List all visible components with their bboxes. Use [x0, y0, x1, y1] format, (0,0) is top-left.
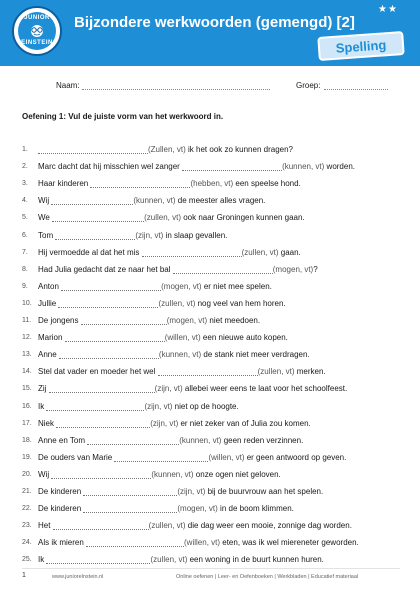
exercise-item	[0, 497, 420, 514]
sentence-after: een nieuwe auto kopen.	[200, 333, 288, 343]
item-sentence	[38, 453, 346, 462]
item-number: 10.	[22, 299, 32, 307]
verb-hint: (kunnen, vt)	[151, 469, 194, 479]
answer-blank[interactable]	[61, 282, 161, 291]
item-sentence	[38, 504, 294, 513]
sentence-before: Anne	[38, 350, 59, 360]
exercise-item	[0, 292, 420, 309]
answer-blank[interactable]	[182, 162, 282, 171]
difficulty-star-icon: ★★	[378, 4, 398, 15]
exercise-title: Oefening 1: Vul de juiste vorm van het werkwoord in.	[22, 112, 224, 121]
sentence-before: Tom	[38, 230, 56, 240]
sentence-after: de stank niet meer verdragen.	[201, 350, 310, 360]
sentence-after: die dag weer een mooie, zonnige dag worden.	[185, 521, 352, 531]
verb-hint: (willen, vt)	[164, 333, 201, 343]
exercise-item	[0, 155, 420, 172]
item-sentence	[38, 213, 305, 222]
exercise-item	[0, 394, 420, 411]
sentence-before: De kinderen	[38, 504, 84, 514]
exercise-item	[0, 548, 420, 565]
item-number: 20.	[22, 470, 32, 478]
item-number: 22.	[22, 505, 32, 513]
item-number: 3.	[22, 180, 28, 188]
verb-hint: (zullen, vt)	[144, 213, 181, 223]
answer-blank[interactable]	[65, 333, 165, 342]
sentence-before: Wij	[38, 196, 52, 206]
answer-blank[interactable]	[87, 436, 179, 445]
logo-text-top: JUNIOR	[24, 15, 50, 21]
sentence-after: ?	[313, 264, 318, 274]
item-sentence	[38, 248, 301, 257]
sentence-after: bij de buurvrouw aan het spelen.	[205, 486, 324, 496]
exercise-item	[0, 377, 420, 394]
sentence-after: in slaap gevallen.	[163, 230, 228, 240]
sentence-after: geen reden verzinnen.	[221, 435, 304, 445]
answer-blank[interactable]	[49, 384, 155, 393]
item-number: 11.	[22, 317, 32, 325]
item-number: 4.	[22, 197, 28, 205]
sentence-after: er niet zeker van of Julia zou komen.	[178, 418, 311, 428]
item-sentence	[38, 145, 293, 154]
answer-blank[interactable]	[46, 555, 150, 564]
einstein-face-icon	[27, 24, 47, 38]
sentence-after: gaan.	[278, 247, 301, 257]
sentence-before: Jullie	[38, 298, 59, 308]
answer-blank[interactable]	[58, 299, 158, 308]
item-sentence	[38, 487, 323, 496]
verb-hint: (zijn, vt)	[154, 384, 183, 394]
exercise-item	[0, 275, 420, 292]
verb-hint: (kunnen, vt)	[179, 435, 222, 445]
item-number: 17.	[22, 419, 32, 427]
verb-hint: (Zullen, vt)	[148, 145, 186, 155]
exercise-list	[0, 138, 420, 565]
item-number: 9.	[22, 282, 28, 290]
exercise-item	[0, 309, 420, 326]
exercise-item	[0, 326, 420, 343]
answer-blank[interactable]	[46, 402, 144, 411]
answer-blank[interactable]	[142, 248, 242, 257]
item-number: 19.	[22, 453, 32, 461]
verb-hint: (zijn, vt)	[150, 418, 179, 428]
item-sentence	[38, 350, 310, 359]
answer-blank[interactable]	[52, 213, 144, 222]
sentence-after: nog veel van hem horen.	[195, 298, 286, 308]
answer-blank[interactable]	[90, 179, 190, 188]
answer-blank[interactable]	[86, 538, 184, 547]
item-number: 7.	[22, 248, 28, 256]
sentence-before: Het	[38, 521, 53, 531]
verb-hint: (mogen, vt)	[161, 281, 202, 291]
header-banner	[0, 0, 420, 66]
answer-blank[interactable]	[114, 453, 208, 462]
sentence-after: eten, was ik wel miereneter geworden.	[220, 538, 359, 548]
verb-hint: (willen, vt)	[208, 452, 245, 462]
verb-hint: (kunnen, vt)	[282, 162, 325, 172]
item-sentence	[38, 538, 359, 547]
item-number: 12.	[22, 334, 32, 342]
exercise-item	[0, 463, 420, 480]
logo-text-bottom: EINSTEIN	[21, 40, 53, 46]
item-sentence	[38, 419, 311, 428]
item-number: 16.	[22, 402, 32, 410]
exercise-item	[0, 480, 420, 497]
name-label: Naam:	[56, 81, 80, 90]
verb-hint: (kunnen, vt)	[158, 350, 202, 360]
exercise-item	[0, 412, 420, 429]
sentence-before: De ouders van Marie	[38, 452, 115, 462]
answer-blank[interactable]	[83, 504, 177, 513]
footer-divider	[22, 568, 400, 569]
verb-hint: (mogen, vt)	[177, 504, 218, 514]
verb-hint: (mogen, vt)	[166, 316, 208, 326]
item-number: 5.	[22, 214, 28, 222]
item-sentence	[38, 265, 318, 274]
sentence-before: We	[38, 213, 53, 223]
sentence-after: niet op de hoogte.	[172, 401, 239, 411]
verb-hint: (zijn, vt)	[177, 486, 206, 496]
answer-blank[interactable]	[38, 145, 148, 154]
item-number: 13.	[22, 351, 32, 359]
sentence-before: Ik	[38, 555, 47, 565]
item-sentence	[38, 231, 227, 240]
page-number: 1	[22, 572, 26, 579]
sentence-before: Wij	[38, 469, 52, 479]
sentence-after: een speelse hond.	[233, 179, 301, 189]
answer-blank[interactable]	[59, 350, 159, 359]
sentence-before: De jongens	[38, 316, 81, 326]
sentence-before: Had Julia gedacht dat ze naar het bal	[38, 264, 173, 274]
exercise-item	[0, 138, 420, 155]
item-sentence	[38, 179, 301, 188]
item-sentence	[38, 521, 352, 530]
sentence-before: Anne en Tom	[38, 435, 88, 445]
item-number: 6.	[22, 231, 28, 239]
sentence-after: niet meedoen.	[207, 316, 261, 326]
sentence-before: De kinderen	[38, 486, 84, 496]
exercise-item	[0, 360, 420, 377]
item-number: 2.	[22, 163, 28, 171]
answer-blank[interactable]	[83, 487, 177, 496]
sentence-before: Zij	[38, 384, 49, 394]
exercise-item	[0, 258, 420, 275]
item-number: 23.	[22, 522, 32, 530]
answer-blank[interactable]	[53, 521, 149, 530]
page-title: Bijzondere werkwoorden (gemengd) [2]	[74, 14, 355, 31]
answer-blank[interactable]	[56, 419, 150, 428]
junior-einstein-logo	[12, 6, 62, 56]
group-field[interactable]	[324, 89, 388, 90]
footer-url[interactable]: www.juniorelnstein.nl	[52, 574, 104, 580]
verb-hint: (zullen, vt)	[241, 247, 279, 257]
item-sentence	[38, 299, 286, 308]
verb-hint: (zullen, vt)	[158, 298, 196, 308]
sentence-before: Haar kinderen	[38, 179, 91, 189]
answer-blank[interactable]	[158, 367, 258, 376]
sentence-after: worden.	[324, 162, 355, 172]
item-number: 24.	[22, 539, 32, 547]
footer-tagline: Online oefenen | Leer- en Oefenboeken | Werkbladen | Educatief materiaal	[176, 574, 359, 580]
verb-hint: (zullen, vt)	[148, 521, 186, 531]
sentence-before: Als ik mieren	[38, 538, 87, 548]
verb-hint: (hebben, vt)	[190, 179, 234, 189]
sentence-after: onze ogen niet geloven.	[193, 469, 281, 479]
sentence-after: merken.	[294, 367, 326, 377]
sentence-before: Hij vermoedde al dat het mis	[38, 247, 142, 257]
item-sentence	[38, 367, 326, 376]
item-sentence	[38, 162, 355, 171]
item-sentence	[38, 436, 303, 445]
sentence-after: in de boom klimmen.	[217, 504, 294, 514]
answer-blank[interactable]	[55, 231, 135, 240]
exercise-item	[0, 514, 420, 531]
item-sentence	[38, 196, 265, 205]
answer-blank[interactable]	[81, 316, 167, 325]
sentence-after: ik het ook zo kunnen dragen?	[185, 145, 293, 155]
item-number: 18.	[22, 436, 32, 444]
answer-blank[interactable]	[51, 470, 151, 479]
exercise-item	[0, 429, 420, 446]
sentence-after: ook naar Groningen kunnen gaan.	[180, 213, 305, 223]
sentence-after: de meester alles vragen.	[175, 196, 266, 206]
sentence-after: allebei weer eens te laat voor het schoolfeest.	[182, 384, 348, 394]
sentence-after: er geen antwoord op geven.	[244, 452, 347, 462]
verb-hint: (mogen, vt)	[272, 264, 314, 274]
category-badge: Spelling	[317, 31, 404, 61]
sentence-before: Marc dacht dat hij misschien wel zanger	[38, 162, 183, 172]
item-number: 8.	[22, 265, 28, 273]
exercise-item	[0, 223, 420, 240]
exercise-item	[0, 206, 420, 223]
name-field[interactable]	[82, 89, 270, 90]
sentence-before: Ik	[38, 401, 47, 411]
verb-hint: (zullen, vt)	[257, 367, 295, 377]
group-label: Groep:	[296, 81, 321, 90]
answer-blank[interactable]	[173, 265, 273, 274]
item-sentence	[38, 384, 347, 393]
exercise-item	[0, 446, 420, 463]
item-sentence	[38, 333, 288, 342]
verb-hint: (zijn, vt)	[135, 230, 164, 240]
item-number: 14.	[22, 368, 32, 376]
sentence-before: Niek	[38, 418, 57, 428]
exercise-item	[0, 531, 420, 548]
exercise-item	[0, 241, 420, 258]
answer-blank[interactable]	[51, 196, 133, 205]
exercise-item	[0, 343, 420, 360]
sentence-before: Marion	[38, 333, 65, 343]
sentence-before: Stel dat vader en moeder het wel	[38, 367, 158, 377]
sentence-after: een woning in de buurt kunnen huren.	[187, 555, 324, 565]
item-sentence	[38, 316, 260, 325]
item-number: 1.	[22, 146, 28, 154]
exercise-item	[0, 172, 420, 189]
item-sentence	[38, 402, 239, 411]
verb-hint: (zijn, vt)	[144, 401, 173, 411]
item-sentence	[38, 555, 324, 564]
item-number: 21.	[22, 487, 32, 495]
exercise-item	[0, 189, 420, 206]
verb-hint: (kunnen, vt)	[133, 196, 176, 206]
item-number: 15.	[22, 385, 32, 393]
sentence-after: er niet mee spelen.	[201, 281, 272, 291]
item-number: 25.	[22, 556, 32, 564]
item-sentence	[38, 470, 281, 479]
sentence-before: Anton	[38, 281, 62, 291]
verb-hint: (willen, vt)	[184, 538, 221, 548]
item-sentence	[38, 282, 272, 291]
verb-hint: (zullen, vt)	[150, 555, 188, 565]
